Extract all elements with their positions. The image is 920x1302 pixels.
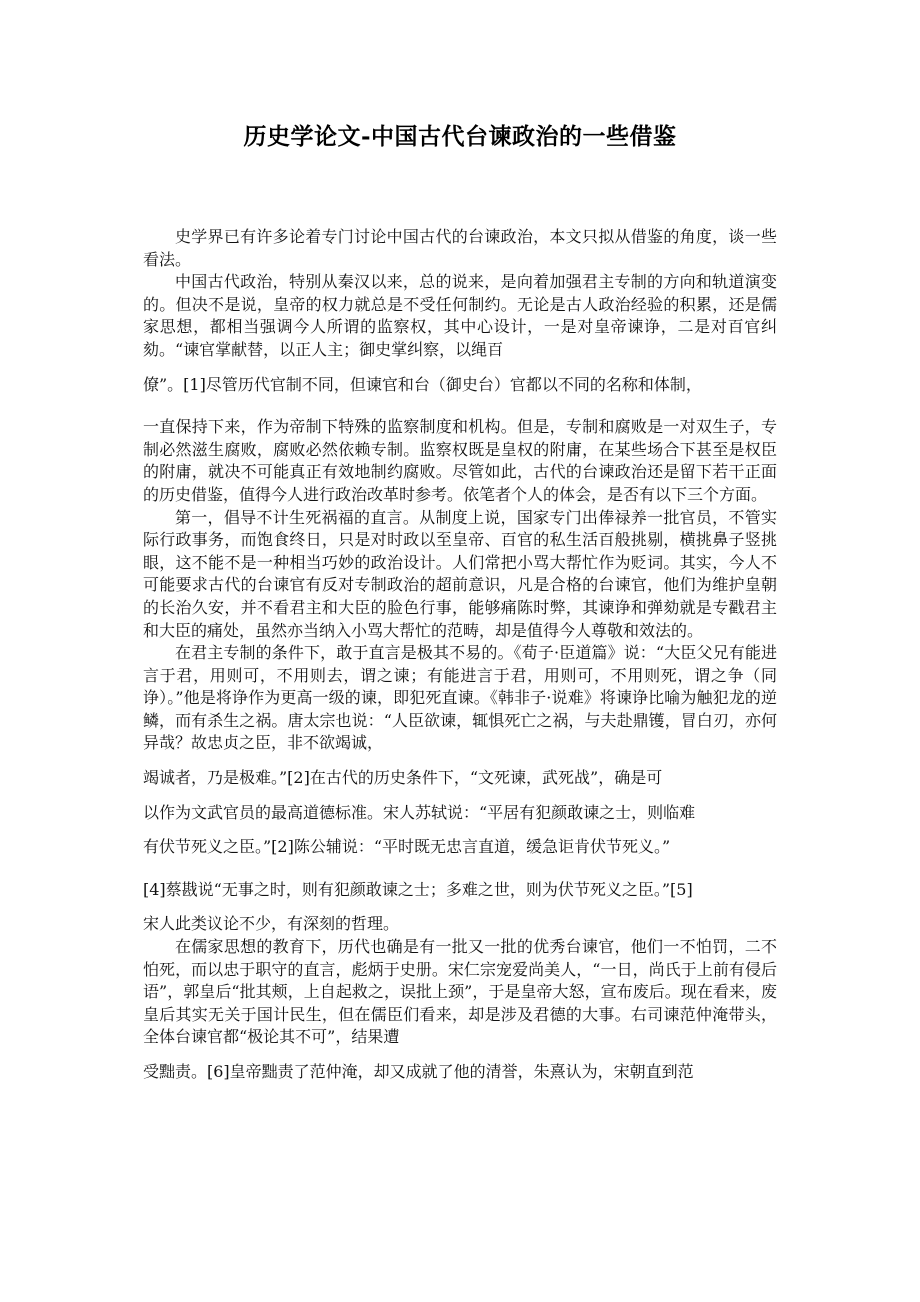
paragraph-text: 宋人此类议论不少，有深刻的哲理。 <box>143 914 400 934</box>
paragraph-text: [4]蔡戡说“无事之时，则有犯颜敢谏之士；多难之世，则为伏节死义之臣。”[5] <box>143 879 693 899</box>
paragraph-text: 史学界已有许多论着专门讨论中国古代的台谏政治，本文只拟从借鉴的角度，谈一些看法。 <box>143 227 777 269</box>
document-title: 历史学论文-中国古代台谏政治的一些借鉴 <box>243 123 677 150</box>
paragraph-text: 受黜责。[6]皇帝黜责了范仲淹，却又成就了他的清誉，朱熹认为，宋朝直到范 <box>143 1062 694 1081</box>
paragraph-text: 竭诚者，乃是极难。”[2]在古代的历史条件下，“文死谏，武死战”，确是可 <box>143 768 663 788</box>
paragraph-text: 在儒家思想的教育下，历代也确是有一批又一批的优秀台谏官，他们一不怕罚，二不怕死，而以忠于职守的直言，彪炳于史册。宋仁宗宠爱尚美人，“一日，尚氏于上前有侵后语”，郭皇后“批其颊，上自起救之，误批上颈”，于是皇帝大怒，宣布废后。现在看来，废皇后其实无关于国计民生，但在儒臣们看来，却是涉及君德的大事。右司谏范仲淹带头，全体台谏官都“极论其不可”，结果遭 <box>143 937 777 1047</box>
paragraph <box>143 507 777 643</box>
paragraph <box>143 936 777 1084</box>
paragraph-text: 一直保持下来，作为帝制下特殊的监察制度和机构。但是，专制和腐败是一对双生子，专制必然滋生腐败，腐败必然依赖专制。监察权既是皇权的附庸，在某些场合下甚至是权臣的附庸，就决不可能真正有效地制约腐败。尽管如此，古代的台谏政治还是留下若干正面的历史借鉴，值得今人进行政治改革时参考。依笔者个人的体会，是否有以下三个方面。 <box>143 417 777 504</box>
paragraph-text: 第一，倡导不计生死祸福的直言。从制度上说，国家专门出俸禄养一批官员，不管实际行政事务，而饱食终日，只是对时政以至皇帝、百官的私生活百般挑剔，横挑鼻子竖挑眼，这不能不是一种相当巧妙的政治设计。人们常把小骂大帮忙作为贬词。其实，今人不可能要求古代的台谏官有反对专制政治的超前意识，凡是合格的台谏官，他们为维护皇朝的长治久安，并不看君主和大臣的脸色行事，能够痛陈时弊，其谏诤和弹劾就是专戳君主和大臣的痛处，虽然亦当纳入小骂大帮忙的范畴，却是值得今人尊敬和效法的。 <box>143 507 777 640</box>
paragraph-text: 以作为文武官员的最高道德标准。宋人苏轼说：“平居有犯颜敢谏之士，则临难 <box>143 802 696 822</box>
paragraph <box>143 226 777 271</box>
paragraph <box>143 642 777 936</box>
paragraph-text: 中国古代政治，特别从秦汉以来，总的说来，是向着加强君主专制的方向和轨道演变的。但决不是说，皇帝的权力就总是不受任何制约。无论是古人政治经验的积累，还是儒家思想，都相当强调今人所谓的监察权，其中心设计，一是对皇帝谏诤，二是对百官纠劾。“谏官掌献替，以正人主；御史掌纠察，以绳百 <box>143 272 777 359</box>
document-body <box>143 226 777 1084</box>
paragraph-text: 有伏节死义之臣。”[2]陈公辅说：“平时既无忠言直道，缓急讵肯伏节死义。” <box>143 837 671 857</box>
paragraph-text: 僚”。[1]尽管历代官制不同，但谏官和台（御史台）官都以不同的名称和体制， <box>143 374 702 394</box>
paragraph-text: 在君主专制的条件下，敢于直言是极其不易的。《荀子·臣道篇》说：“大臣父兄有能进言于君，用则可，不用则去，谓之谏；有能进言于君，用则可，不用则死，谓之争（同诤）。”他是将诤作为更高一级的谏，即犯死直谏。《韩非子·说难》将谏诤比喻为触犯龙的逆鳞，而有杀生之祸。唐太宗也说：“人臣欲谏，辄惧死亡之祸，与夫赴鼎镬，冒白刃，亦何异哉？故忠贞之臣，非不欲竭诚， <box>143 643 777 753</box>
paragraph <box>143 271 777 506</box>
